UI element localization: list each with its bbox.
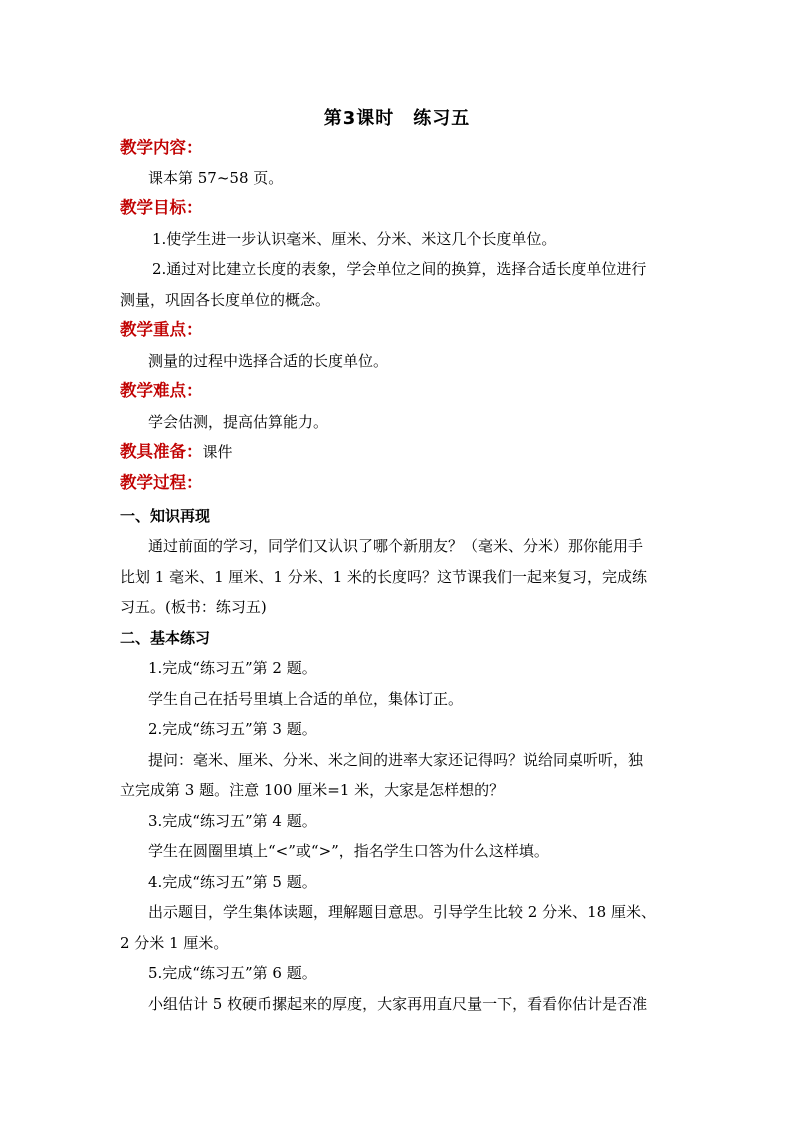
exercise-3: 3.完成“练习五”第 4 题。 [148,812,317,830]
tools-text: 课件 [202,443,233,461]
section-2-heading: 二、基本练习 [120,629,211,647]
exercise-2-text-line-1: 提问：毫米、厘米、分米、米之间的进率大家还记得吗？说给同桌听听，独 [148,751,644,769]
exercise-3-text: 学生在圆圈里填上“<”或“>”，指名学生口答为什么这样填。 [148,842,549,860]
goal-2-line-2: 测量，巩固各长度单位的概念。 [120,291,331,309]
exercise-2-text-line-2: 立完成第 3 题。注意 100 厘米=1 米，大家是怎样想的？ [120,781,505,799]
exercise-1: 1.完成“练习五”第 2 题。 [148,659,317,677]
section-1-heading: 一、知识再现 [120,507,211,525]
section-1-line-3: 习五。(板书：练习五) [120,598,267,616]
exercise-1-text: 学生自己在括号里填上合适的单位，集体订正。 [148,690,464,708]
exercise-2: 2.完成“练习五”第 3 题。 [148,720,317,738]
page-title: 第3课时 练习五 [323,108,471,129]
difficulty-heading: 教学难点： [120,381,203,400]
exercise-4: 4.完成“练习五”第 5 题。 [148,873,317,891]
exercise-5: 5.完成“练习五”第 6 题。 [148,964,317,982]
process-heading: 教学过程： [120,473,203,492]
section-1-line-2: 比划 1 毫米、1 厘米、1 分米、1 米的长度吗？这节课我们一起来复习，完成练 [120,568,648,586]
key-heading: 教学重点： [120,320,203,339]
goals-heading: 教学目标： [120,198,203,217]
difficulty-text: 学会估测，提高估算能力。 [148,413,329,431]
exercise-4-text-line-1: 出示题目，学生集体读题，理解题目意思。引导学生比较 2 分米、18 厘米、 [148,903,656,921]
tools-line [120,442,680,462]
section-1-line-1: 通过前面的学习，同学们又认识了哪个新朋友？（毫米、分米）那你能用手 [148,537,644,555]
key-text: 测量的过程中选择合适的长度单位。 [148,352,389,370]
exercise-5-text-line-1: 小组估计 5 枚硬币摞起来的厚度，大家再用直尺量一下，看看你估计是否准 [148,995,648,1013]
content-heading: 教学内容： [120,138,203,157]
tools-heading: 教具准备： [120,442,203,461]
exercise-4-text-line-2: 2 分米 1 厘米。 [120,934,229,952]
goal-1: 1.使学生进一步认识毫米、厘米、分米、米这几个长度单位。 [152,230,557,248]
goal-2-line-1: 2.通过对比建立长度的表象，学会单位之间的换算，选择合适长度单位进行 [152,260,647,278]
content-text: 课本第 57~58 页。 [148,169,284,187]
